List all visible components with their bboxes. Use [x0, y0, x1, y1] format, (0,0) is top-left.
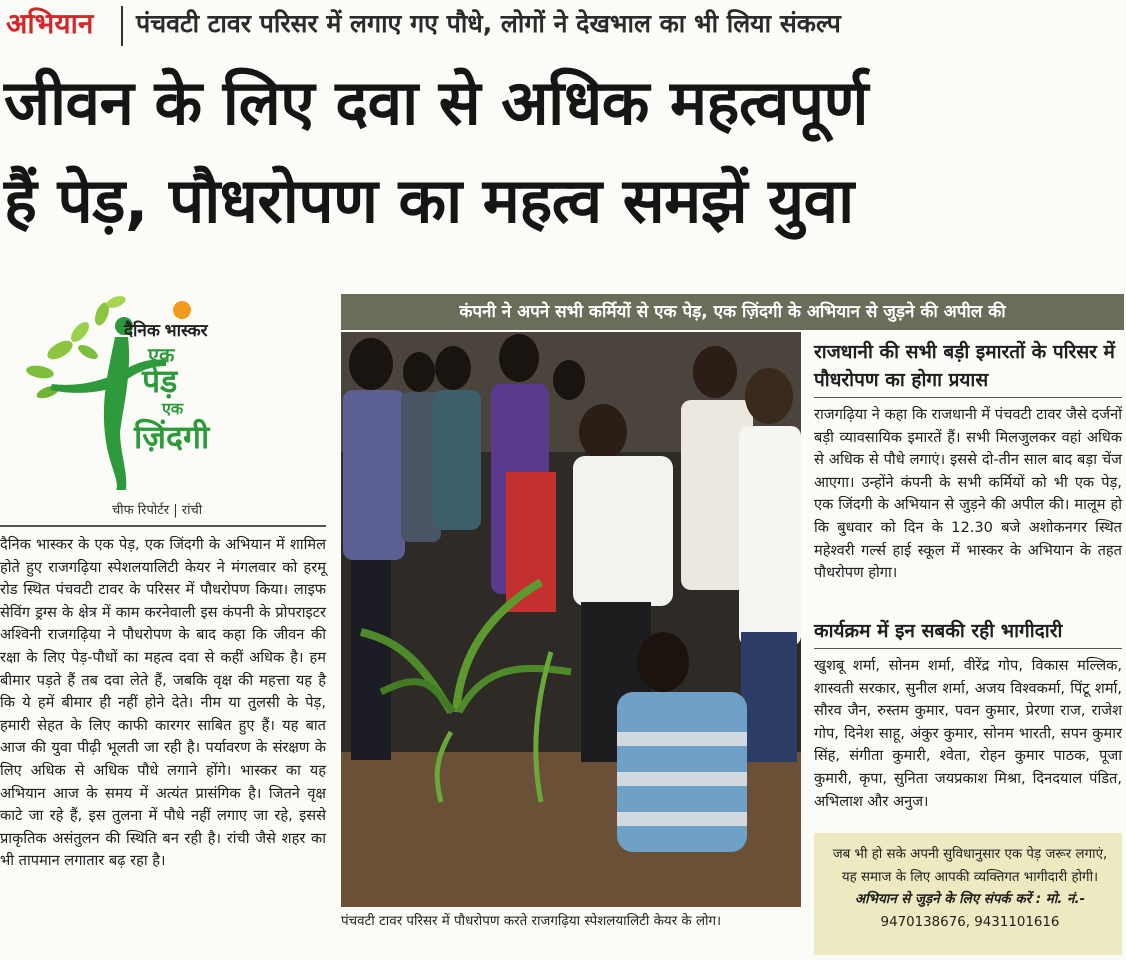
- participants-list: खुशबू शर्मा, सोनम शर्मा, वीरेंद्र गोप, विकास मल्लिक, शास्वती सरकार, सुनील शर्मा, अजय विश्वकर्मा, पिंटू शर्मा, सौरव जैन, रुस्तम कुमार, पवन कुमार, प्रेरणा राज, राजेश गोप, दिनेश साहू, अंकुर कुमार, सोनम भारती, सपन कुमार सिंह, संगीता कुमारी, श्वेता, रोहन कुमार पाठक, पूजा कुमारी, कृपा, सुनिता जयप्रकाश मिश्रा, दिनदयाल पंडित, अभिलाश और अनुज।: [814, 657, 1122, 810]
- byline: [112, 500, 202, 518]
- article-body: दैनिक भास्कर के एक पेड़, एक जिंदगी के अभियान में शामिल होते हुए राजगढ़िया स्पेशलयालिटी केयर ने मंगलवार को हरमू रोड स्थित पंचवटी टावर के परिसर में पौधरोपण किया। लाइफ सेविंग ड्रग्स के क्षेत्र में काम करनेवाली इस कंपनी के प्रोपराइटर अश्विनी राजगढ़िया ने पौधरोपण के बाद कहा कि जीवन की रक्षा के लिए पेड़-पौधों का महत्व दवा से कहीं अधिक है। हम बीमार पड़ते हैं तब दवा लेते हैं, जबकि वृक्ष की महत्ता यह है कि ये हमें बीमार ही नहीं होने देते। नीम या तुलसी के पेड़, हमारी सेहत के लिए काफी कारगर साबित हुए हैं। यह बात आज की युवा पीढ़ी भूलती जा रही है। पर्यावरण के संरक्षण के लिए अधिक से अधिक पौधे लगाने होंगे। भास्कर का यह अभियान आज के समय में अत्यंत प्रासंगिक है। जितने वृक्ष काटे जा रहे हैं, इस तुलना में पौधे नहीं लगाए जा रहे, इससे प्राकृतिक असंतुलन की स्थिति बन रही है। रांची जैसे शहर का भी तापमान लगातार बढ़ रहा है।: [0, 536, 326, 870]
- photo-caption: पंचवटी टावर परिसर में पौधरोपण करते राजगढ़िया स्पेशलयालिटी केयर के लोग।: [341, 914, 722, 929]
- appeal-text: [826, 844, 1114, 934]
- logo-line-3: एक: [162, 401, 184, 418]
- sun-icon: [173, 301, 191, 319]
- logo-line-2: पेड़: [142, 363, 178, 399]
- sidebar-headline-1: राजधानी की सभी बड़ी इमारतों के परिसर में पौधरोपण का होगा प्रयास: [814, 341, 1115, 391]
- campaign-tag: अभियान: [6, 7, 94, 40]
- campaign-logo: [20, 292, 250, 492]
- appeal-contact-numbers: 9470138676, 9431101616: [880, 914, 1060, 930]
- byline-reporter: चीफ रिपोर्टर: [112, 503, 170, 518]
- byline-city: रांची: [181, 503, 203, 518]
- event-photo: [341, 332, 801, 907]
- logo-line-4: ज़िंदगी: [134, 419, 210, 455]
- main-headline: [4, 54, 1122, 250]
- byline-rule: [0, 525, 326, 527]
- tag-divider: [121, 6, 123, 46]
- logo-line-1: एक: [148, 345, 175, 367]
- sidebar-headline-2: कार्यक्रम में इन सबकी रही भागीदारी: [814, 620, 1063, 642]
- sidebar-rule-2: [814, 648, 1122, 649]
- sidebar-body-1: राजगढ़िया ने कहा कि राजधानी में पंचवटी टावर जैसे दर्जनों बड़ी व्यावसायिक इमारतें हैं। सभी मिलजुलकर वहां अधिक से अधिक से पौधे लगाएं। इससे दो-तीन साल बाद बड़ा चेंज आएगा। उन्होंने कंपनी के सभी कर्मियों को भी एक पेड़, एक जिंदगी के अभियान से जुड़ने की अपील की। मालूम हो कि बुधवार को दिन के 12.30 बजे अशोकनगर स्थित महेश्वरी गर्ल्स हाई स्कूल में भास्कर के अभियान के तहत पौधरोपण होगा।: [814, 406, 1122, 582]
- byline-separator: |: [173, 503, 178, 518]
- kicker-headline: पंचवटी टावर परिसर में लगाए गए पौधे, लोगों ने देखभाल का भी लिया संकल्प: [136, 9, 841, 38]
- appeal-message: जब भी हो सके अपनी सुविधानुसार एक पेड़ जरूर लगाएं, यह समाज के लिए आपकी व्यक्तिगत भागीदारी होगी।: [832, 847, 1108, 885]
- headline-line-1: जीवन के लिए दवा से अधिक महत्वपूर्ण: [4, 66, 868, 139]
- headline-line-2: हैं पेड़, पौधरोपण का महत्व समझें युवा: [4, 164, 854, 237]
- logo-brand: दैनिक भास्कर: [124, 321, 208, 340]
- sidebar-rule-1: [814, 397, 1122, 398]
- appeal-contact-label: अभियान से जुड़ने के लिए संपर्क करें : मो. नं.-: [854, 892, 1086, 908]
- photo-banner: कंपनी ने अपने सभी कर्मियों से एक पेड़, एक ज़िंदगी के अभियान से जुड़ने की अपील की: [341, 294, 1124, 330]
